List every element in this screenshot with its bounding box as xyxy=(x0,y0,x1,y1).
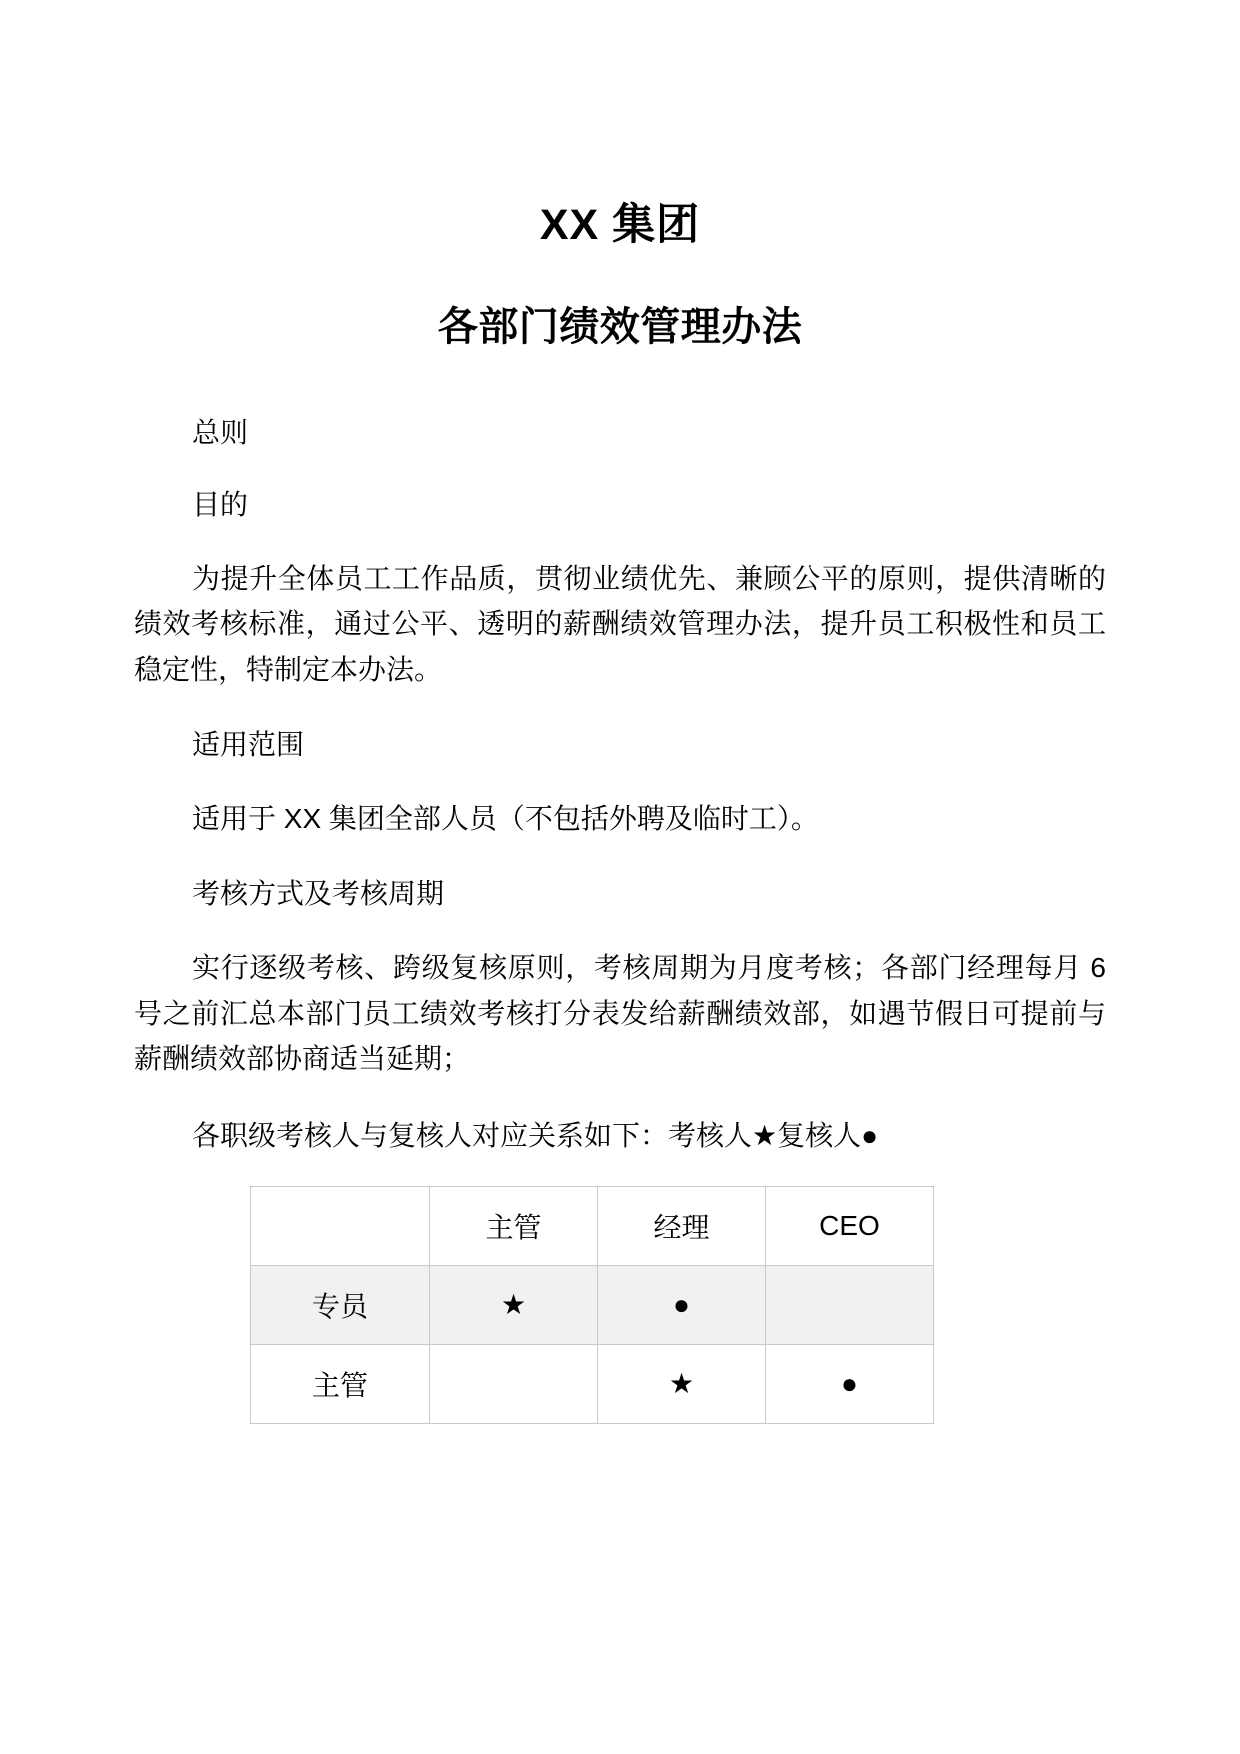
paragraph-purpose-body: 为提升全体员工工作品质，贯彻业绩优先、兼顾公平的原则，提供清晰的绩效考核标准，通过公平、透明的薪酬绩效管理办法，提升员工积极性和员工稳定性，特制定本办法。 xyxy=(134,563,1106,685)
paragraph-method-body: 实行逐级考核、跨级复核原则，考核周期为月度考核；各部门经理每月 6 号之前汇总本部门员工绩效考核打分表发给薪酬绩效部，如遇节假日可提前与薪酬绩效部协商适当延期； xyxy=(134,952,1106,1075)
document-subtitle: 各部门绩效管理办法 xyxy=(437,305,803,350)
table-header-manager: 经理 xyxy=(598,1187,766,1266)
table-cell-supervisor-ceo: ● xyxy=(766,1345,934,1424)
table-cell-specialist-manager: ● xyxy=(598,1266,766,1345)
table-row-label-specialist: 专员 xyxy=(251,1266,430,1345)
table-row xyxy=(251,1266,934,1345)
table-cell-supervisor-supervisor xyxy=(430,1345,598,1424)
table-header-row xyxy=(251,1187,934,1266)
table-cell-specialist-ceo xyxy=(766,1266,934,1345)
section-heading-method: 考核方式及考核周期 xyxy=(192,878,445,910)
document-title: XX 集团 xyxy=(539,201,701,249)
table-header-ceo: CEO xyxy=(766,1187,934,1266)
table-intro-legend: 各职级考核人与复核人对应关系如下：考核人★复核人● xyxy=(192,1119,879,1151)
paragraph-scope-body: 适用于 XX 集团全部人员（不包括外聘及临时工）。 xyxy=(192,803,819,835)
section-heading-general: 总则 xyxy=(192,417,249,449)
assessor-reviewer-table xyxy=(250,1186,934,1424)
section-heading-scope: 适用范围 xyxy=(192,729,305,761)
table-header-corner xyxy=(251,1187,430,1266)
table-row-label-supervisor: 主管 xyxy=(251,1345,430,1424)
section-heading-purpose: 目的 xyxy=(192,489,249,521)
table-cell-supervisor-manager: ★ xyxy=(598,1345,766,1424)
table-header-supervisor: 主管 xyxy=(430,1187,598,1266)
table-cell-specialist-supervisor: ★ xyxy=(430,1266,598,1345)
table-row xyxy=(251,1345,934,1424)
